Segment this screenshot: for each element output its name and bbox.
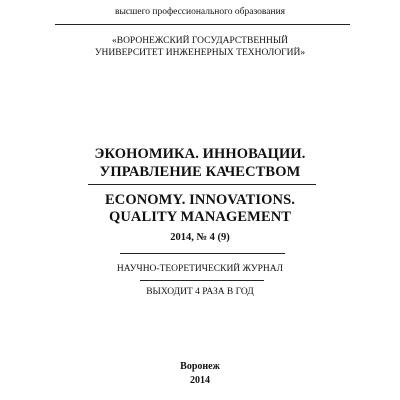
title-en-line-2: QUALITY MANAGEMENT: [108, 209, 292, 225]
header-top-line: высшего профессионального образования: [114, 7, 286, 17]
title-divider: [88, 184, 316, 185]
footer-city: Воронеж: [180, 361, 220, 372]
footer-year: 2014: [190, 375, 210, 386]
journal-type: НАУЧНО-ТЕОРЕТИЧЕСКИЙ ЖУРНАЛ: [116, 264, 284, 274]
institution-line-1: «ВОРОНЕЖСКИЙ ГОСУДАРСТВЕННЫЙ: [111, 36, 288, 46]
institution-line-2: УНИВЕРСИТЕТ ИНЖЕНЕРНЫХ ТЕХНОЛОГИЙ»: [94, 48, 306, 58]
title-ru-line-2: УПРАВЛЕНИЕ КАЧЕСТВОМ: [99, 164, 301, 180]
journal-type-divider: [140, 280, 264, 281]
publication-frequency: ВЫХОДИТ 4 РАЗА В ГОД: [146, 287, 254, 297]
issue-number: 2014, № 4 (9): [170, 232, 230, 243]
title-en-line-1: ECONOMY. INNOVATIONS.: [105, 192, 295, 208]
header-divider: [55, 24, 350, 25]
issue-divider: [120, 253, 285, 254]
title-ru-line-1: ЭКОНОМИКА. ИННОВАЦИИ.: [94, 146, 306, 162]
